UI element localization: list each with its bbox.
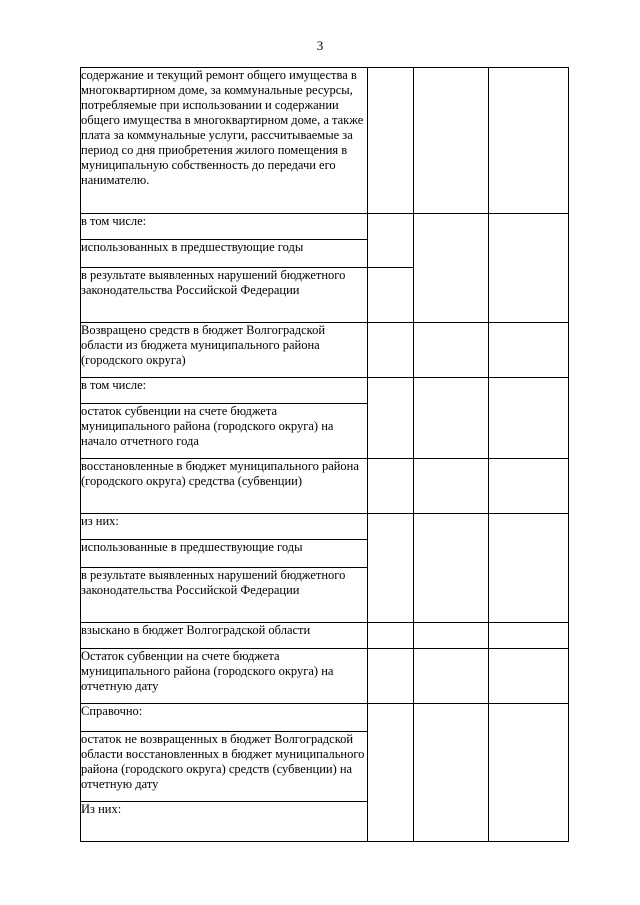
- value-cell: [368, 68, 414, 214]
- row-label: восстановленные в бюджет муниципального района (городского округа) средства (субвенции): [81, 459, 368, 514]
- value-cell: [368, 268, 414, 323]
- table-row: [81, 68, 569, 214]
- value-cell: [414, 68, 489, 214]
- row-label: из них:: [81, 514, 368, 540]
- row-label: взыскано в бюджет Волгоградской области: [81, 623, 368, 649]
- row-label: остаток не возвращенных в бюджет Волгоградской области восстановленных в бюджет муниципального района (городского округа) средств (субвенции) на отчетную дату: [81, 732, 368, 802]
- table-row: [81, 623, 569, 649]
- value-cell: [489, 704, 569, 842]
- page-number: 3: [316, 38, 324, 53]
- value-cell: [368, 514, 414, 623]
- value-cell: [368, 649, 414, 704]
- table-row: [81, 378, 569, 404]
- table-row: [81, 459, 569, 514]
- value-cell: [414, 514, 489, 623]
- row-label: в результате выявленных нарушений бюджетного законодательства Российской Федерации: [81, 268, 368, 323]
- row-label: использованные в предшествующие годы: [81, 540, 368, 568]
- table-row: [81, 649, 569, 704]
- value-cell: [414, 459, 489, 514]
- table-row: [81, 514, 569, 540]
- row-label: Возвращено средств в бюджет Волгоградской области из бюджета муниципального района (городского округа): [81, 323, 368, 378]
- value-cell: [414, 378, 489, 459]
- table-row: [81, 704, 569, 732]
- value-cell: [368, 214, 414, 268]
- value-cell: [489, 214, 569, 323]
- row-label: Справочно:: [81, 704, 368, 732]
- value-cell: [489, 459, 569, 514]
- value-cell: [414, 214, 489, 323]
- value-cell: [489, 623, 569, 649]
- row-label: Остаток субвенции на счете бюджета муниципального района (городского округа) на отчетную дату: [81, 649, 368, 704]
- table-row: [81, 323, 569, 378]
- table-row: [81, 214, 569, 240]
- value-cell: [368, 378, 414, 459]
- value-cell: [489, 378, 569, 459]
- row-label: Из них:: [81, 802, 368, 842]
- row-label: в результате выявленных нарушений бюджетного законодательства Российской Федерации: [81, 568, 368, 623]
- value-cell: [368, 704, 414, 842]
- value-cell: [489, 649, 569, 704]
- report-table: [80, 67, 569, 842]
- row-label: содержание и текущий ремонт общего имущества в многоквартирном доме, за коммунальные ресурсы, потребляемые при использовании и содержании общего имущества в многоквартирном доме, а также плата за коммунальные услуги, рассчитываемые за период со дня приобретения жилого помещения в муниципальную собственность до передачи его нанимателю.: [81, 68, 368, 214]
- value-cell: [489, 323, 569, 378]
- row-label: в том числе:: [81, 378, 368, 404]
- row-label: остаток субвенции на счете бюджета муниципального района (городского округа) на начало отчетного года: [81, 404, 368, 459]
- value-cell: [368, 323, 414, 378]
- value-cell: [414, 649, 489, 704]
- value-cell: [368, 459, 414, 514]
- value-cell: [489, 68, 569, 214]
- value-cell: [489, 514, 569, 623]
- value-cell: [414, 323, 489, 378]
- value-cell: [414, 623, 489, 649]
- value-cell: [368, 623, 414, 649]
- value-cell: [414, 704, 489, 842]
- row-label: использованных в предшествующие годы: [81, 240, 368, 268]
- row-label: в том числе:: [81, 214, 368, 240]
